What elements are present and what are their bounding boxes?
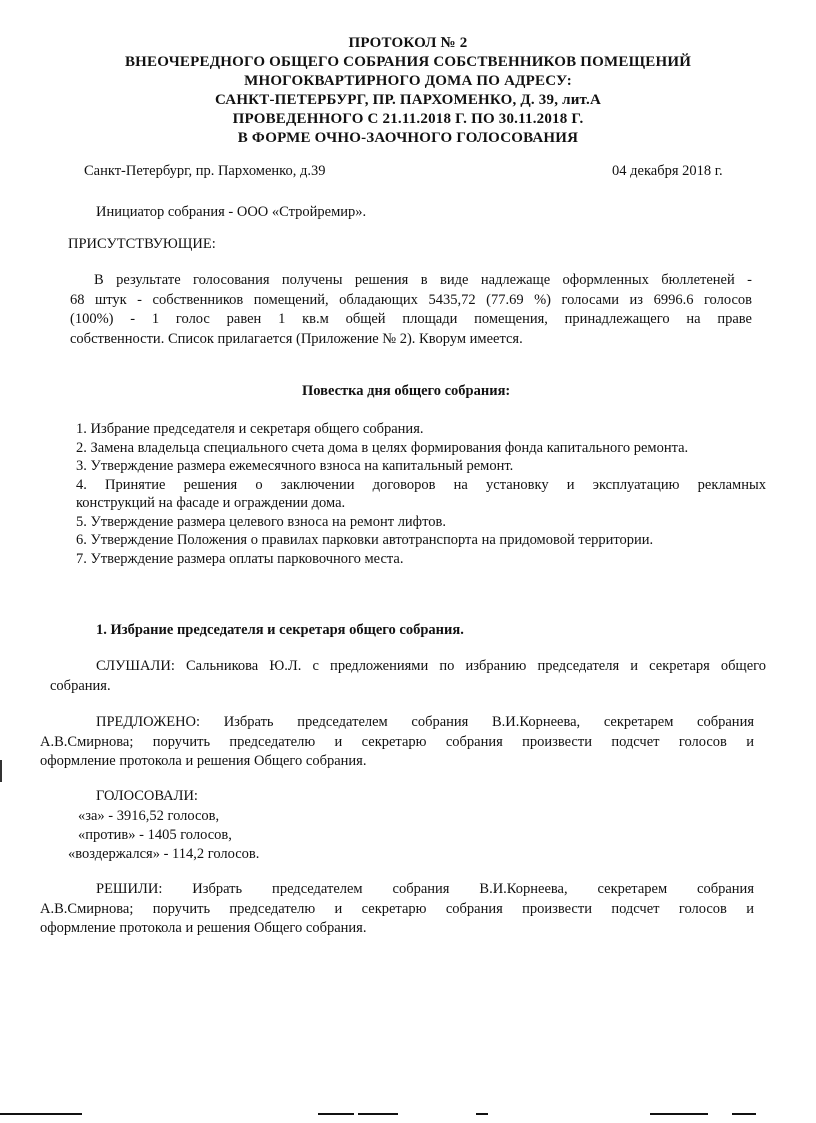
vote-abstain: «воздержался» - 114,2 голосов. (68, 846, 260, 862)
paragraph-line: оформление протокола и решения Общего собрания. (40, 753, 367, 769)
vote-against: «против» - 1405 голосов, (78, 827, 232, 843)
decided-paragraph (40, 880, 754, 939)
paragraph-line: собрания. (50, 677, 111, 694)
agenda-item: 3. Утверждение размера ежемесячного взноса на капитальный ремонт. (76, 458, 514, 474)
signature-line (318, 1113, 354, 1115)
title-line: ПРОВЕДЕННОГО С 21.11.2018 Г. ПО 30.11.2018 Г. (232, 111, 584, 127)
paragraph-line: РЕШИЛИ: Избрать председателем собрания В.И.Корнеева, секретарем собрания (96, 881, 754, 897)
present-heading: ПРИСУТСТВУЮЩИЕ: (68, 236, 216, 252)
initiator: Инициатор собрания - ООО «Стройремир». (96, 204, 367, 220)
agenda-item: 5. Утверждение размера целевого взноса на ремонт лифтов. (76, 513, 446, 530)
signature-line (358, 1113, 398, 1115)
title-line: В ФОРМЕ ОЧНО-ЗАОЧНОГО ГОЛОСОВАНИЯ (237, 130, 579, 146)
scan-margin-mark (0, 760, 2, 782)
agenda-heading: Повестка дня общего собрания: (302, 383, 511, 399)
agenda-list (76, 420, 766, 568)
paragraph-line: ПРЕДЛОЖЕНО: Избрать председателем собрания В.И.Корнеева, секретарем собрания (96, 714, 754, 730)
title-line: САНКТ-ПЕТЕРБУРГ, ПР. ПАРХОМЕНКО, Д. 39, лит.А (215, 92, 601, 108)
agenda-item: 1. Избрание председателя и секретаря общего собрания. (76, 421, 424, 437)
title-line: ПРОТОКОЛ № 2 (348, 35, 468, 51)
proposed-paragraph (40, 713, 754, 772)
document-title (0, 34, 816, 148)
meeting-place: Санкт-Петербург, пр. Пархоменко, д.39 (84, 163, 326, 179)
paragraph-line: СЛУШАЛИ: Сальникова Ю.Л. с предложениями по избранию председателя и секретаря общего (96, 658, 766, 674)
paragraph-line: (100%) - 1 голос равен 1 кв.м общей площади помещения, принадлежащего на праве (70, 311, 752, 327)
section-heading: 1. Избрание председателя и секретаря общего собрания. (96, 622, 464, 638)
agenda-item: 4. Принятие решения о заключении договоров на установку и эксплуатацию рекламных (76, 476, 766, 493)
agenda-item: 7. Утверждение размера оплаты парковочного места. (76, 550, 404, 567)
agenda-item: 2. Замена владельца специального счета дома в целях формирования фонда капитального ремонта. (76, 439, 689, 456)
heard-paragraph (50, 657, 766, 696)
meeting-date: 04 декабря 2018 г. (612, 163, 723, 179)
paragraph-line: В результате голосования получены решения в виде надлежаще оформленных бюллетеней - (94, 272, 752, 288)
title-line: МНОГОКВАРТИРНОГО ДОМА ПО АДРЕСУ: (244, 73, 572, 89)
voted-heading: ГОЛОСОВАЛИ: (96, 788, 198, 804)
signature-line (732, 1113, 756, 1115)
agenda-item: 6. Утверждение Положения о правилах парковки автотранспорта на придомовой территории. (76, 532, 654, 548)
paragraph-line: 68 штук - собственников помещений, обладающих 5435,72 (77.69 %) голосами из 6996.6 голосов (70, 291, 752, 308)
signature-line (0, 1113, 82, 1115)
paragraph-line: оформление протокола и решения Общего собрания. (40, 920, 367, 936)
paragraph-line: собственности. Список прилагается (Приложение № 2). Кворум имеется. (70, 330, 523, 347)
vote-for: «за» - 3916,52 голосов, (78, 808, 220, 824)
paragraph-line: А.В.Смирнова; поручить председателю и секретарю собрания произвести подсчет голосов и (40, 900, 754, 917)
paragraph-line: А.В.Смирнова; поручить председателю и секретарю собрания произвести подсчет голосов и (40, 733, 754, 750)
signature-line (650, 1113, 708, 1115)
agenda-item-continuation: конструкций на фасаде и ограждении дома. (76, 495, 346, 511)
results-paragraph (70, 271, 752, 349)
signature-line (476, 1113, 488, 1115)
title-line: ВНЕОЧЕРЕДНОГО ОБЩЕГО СОБРАНИЯ СОБСТВЕННИКОВ ПОМЕЩЕНИЙ (124, 54, 692, 70)
